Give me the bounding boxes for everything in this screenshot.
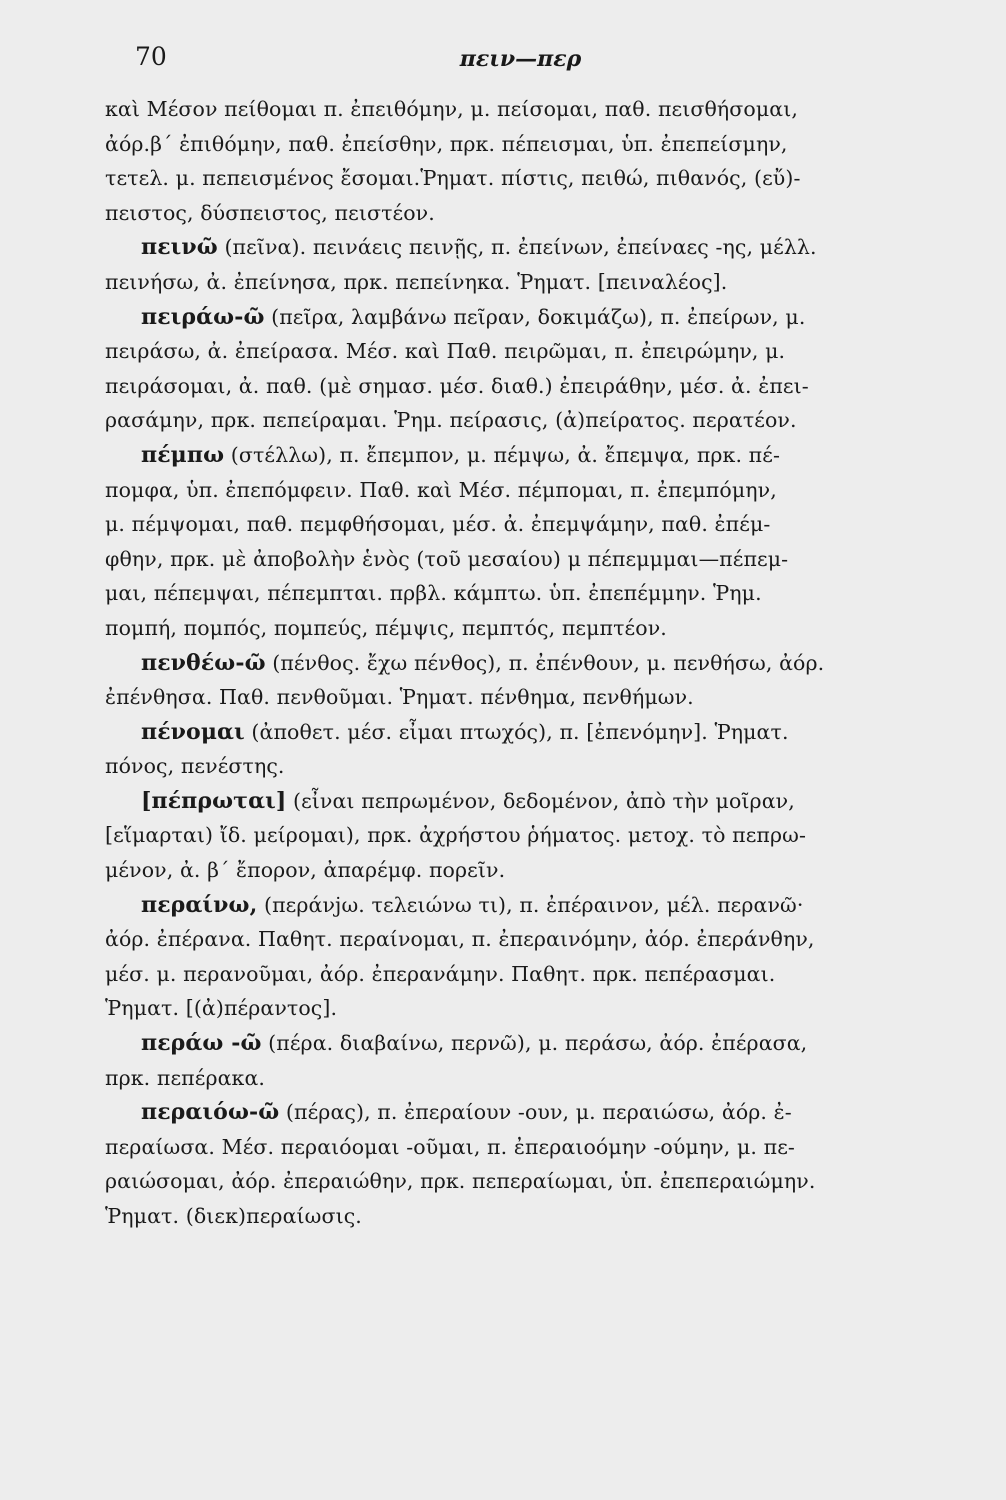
- entry-lemma: [πέπρωται]: [141, 787, 287, 814]
- entry-lemma: πεινῶ: [141, 234, 218, 261]
- dictionary-entry: [105, 438, 936, 646]
- dictionary-entry: [105, 646, 936, 715]
- entry-line: [105, 161, 936, 196]
- entry-text: πόνος, πενέστης.: [105, 754, 285, 779]
- entry-text: [εἵμαρται) ἴδ. μείρομαι), πρκ. ἀχρήστου ῥήματος. μετοχ. τὸ πεπρω-: [105, 823, 806, 848]
- entry-line: [105, 334, 936, 369]
- entry-line: [105, 1130, 936, 1165]
- entry-text: περαίωσα. Μέσ. περαιόομαι -οῦμαι, π. ἐπεραιοόμην -ούμην, μ. πε-: [105, 1134, 795, 1159]
- entry-text: φθην, πρκ. μὲ ἀποβολὴν ἑνὸς (τοῦ μεσαίου) μ πέπεμμμαι—πέπεμ-: [105, 546, 789, 571]
- entry-line: [105, 300, 936, 335]
- entry-text: (πεῖνα). πεινάεις πεινῇς, π. ἐπείνων, ἐπείναες -ης, μέλλ.: [217, 235, 817, 260]
- entry-line: [105, 92, 936, 127]
- entry-text: μαι, πέπεμψαι, πέπεμπται. πρβλ. κάμπτω. ὑπ. ἐπεπέμμην. Ῥημ.: [105, 581, 762, 606]
- entry-text: πομπή, πομπός, πομπεύς, πέμψις, πεμπτός, πεμπτέον.: [105, 615, 667, 640]
- entry-text: πειράσω, ἀ. ἐπείρασα. Μέσ. καὶ Παθ. πειρῶμαι, π. ἐπειρώμην, μ.: [105, 339, 786, 364]
- entry-line: [105, 646, 936, 681]
- entry-line: [105, 127, 936, 162]
- entry-lemma: πένομαι: [141, 718, 245, 745]
- entry-line: [105, 922, 936, 957]
- entry-text: μέσ. μ. περανοῦμαι, ἀόρ. ἐπερανάμην. Παθητ. πρκ. πεπέρασμαι.: [105, 961, 776, 986]
- entry-text: Ῥηματ. [(ἀ)πέραντος].: [105, 996, 338, 1021]
- entry-text: (ἀποθετ. μέσ. εἶμαι πτωχός), π. [ἐπενόμην]. Ῥηματ.: [244, 719, 789, 744]
- entry-text: (εἶναι πεπρωμένον, δεδομένον, ἀπὸ τὴν μοῖραν,: [286, 788, 795, 813]
- entry-lemma: περαιόω-ῶ: [141, 1099, 280, 1126]
- entry-line: [105, 1061, 936, 1096]
- entry-line: [105, 403, 936, 438]
- entry-line: [105, 473, 936, 508]
- dictionary-entry: [105, 1026, 936, 1095]
- entry-text: ρασάμην, πρκ. πεπείραμαι. Ῥημ. πείρασις, (ἀ)πείρατος. περατέον.: [105, 408, 797, 433]
- entry-line: [105, 438, 936, 473]
- entry-line: [105, 818, 936, 853]
- entry-line: [105, 888, 936, 923]
- entry-line: [105, 369, 936, 404]
- entry-line: [105, 1095, 936, 1130]
- entry-line: [105, 265, 936, 300]
- page-header: [105, 40, 936, 92]
- entry-text: (πέρα. διαβαίνω, περνῶ), μ. περάσω, ἀόρ. ἐπέρασα,: [261, 1031, 808, 1056]
- entry-line: [105, 957, 936, 992]
- entry-line: [105, 611, 936, 646]
- dictionary-entry: [105, 784, 936, 888]
- entry-text: (πεῖρα, λαμβάνω πεῖραν, δοκιμάζω), π. ἐπείρων, μ.: [264, 304, 806, 329]
- entry-text: (περάνјω. τελειώνω τι), π. ἐπέραινον, μέλ. περανῶ·: [257, 892, 804, 917]
- entry-line: [105, 196, 936, 231]
- page-number: 70: [135, 42, 167, 71]
- dictionary-entry: [105, 715, 936, 784]
- entry-text: πειράσομαι, ἀ. παθ. (μὲ σημασ. μέσ. διαθ.) ἐπειράθην, μέσ. ἀ. ἐπει-: [105, 373, 809, 398]
- entry-line: [105, 230, 936, 265]
- entry-text: πρκ. πεπέρακα.: [105, 1065, 266, 1090]
- entry-line: [105, 542, 936, 577]
- entry-line: [105, 680, 936, 715]
- entry-line: [105, 1164, 936, 1199]
- entry-line: [105, 1026, 936, 1061]
- dictionary-entry: [105, 888, 936, 1026]
- entry-lemma: πειράω-ῶ: [141, 303, 265, 330]
- entry-text: (πέρας), π. ἐπεραίουν -ουν, μ. περαιώσω, ἀόρ. ἐ-: [279, 1100, 792, 1125]
- entry-text: πεινήσω, ἀ. ἐπείνησα, πρκ. πεπείνηκα. Ῥηματ. [πειναλέος].: [105, 269, 728, 294]
- entry-text: (πένθος. ἔχω πένθος), π. ἐπένθουν, μ. πενθήσω, ἀόρ.: [265, 650, 825, 675]
- entry-text: ἐπένθησα. Παθ. πενθοῦμαι. Ῥηματ. πένθημα, πενθήμων.: [105, 685, 694, 710]
- entry-lemma: πέμπω: [141, 441, 225, 468]
- entry-text: ραιώσομαι, ἀόρ. ἐπεραιώθην, πρκ. πεπεραίωμαι, ὑπ. ἐπεπεραιώμην.: [105, 1169, 816, 1194]
- dictionary-entry: [105, 300, 936, 438]
- dictionary-entries: [105, 92, 936, 1234]
- running-head: πειν—περ: [459, 46, 582, 72]
- entry-lemma: περαίνω,: [141, 891, 258, 918]
- entry-text: πομφα, ὑπ. ἐπεπόμφειν. Παθ. καὶ Μέσ. πέμπομαι, π. ἐπεμπόμην,: [105, 477, 777, 502]
- entry-line: [105, 576, 936, 611]
- entry-line: [105, 784, 936, 819]
- entry-lemma: πενθέω-ῶ: [141, 649, 266, 676]
- entry-text: μ. πέμψομαι, παθ. πεμφθήσομαι, μέσ. ἀ. ἐπεμψάμην, παθ. ἐπέμ-: [105, 512, 771, 537]
- entry-line: [105, 749, 936, 784]
- entry-text: Ῥηματ. (διεκ)περαίωσις.: [105, 1204, 362, 1228]
- entry-line: [105, 507, 936, 542]
- entry-text: (στέλλω), π. ἔπεμπον, μ. πέμψω, ἀ. ἔπεμψα, πρκ. πέ-: [224, 442, 781, 467]
- entry-lemma: περάω -ῶ: [141, 1030, 262, 1057]
- dictionary-entry: [105, 92, 936, 230]
- entry-text: ἀόρ. ἐπέρανα. Παθητ. περαίνομαι, π. ἐπεραινόμην, ἀόρ. ἐπεράνθην,: [105, 927, 815, 952]
- dictionary-entry: [105, 230, 936, 299]
- entry-text: ἀόρ.β΄ ἐπιθόμην, παθ. ἐπείσθην, πρκ. πέπεισμαι, ὑπ. ἐπεπείσμην,: [105, 131, 788, 156]
- dictionary-entry: [105, 1095, 936, 1233]
- entry-text: μένον, ἀ. β΄ ἔπορον, ἀπαρέμφ. πορεῖν.: [105, 858, 506, 883]
- entry-text: καὶ Μέσον πείθομαι π. ἐπειθόμην, μ. πείσομαι, παθ. πεισθήσομαι,: [105, 97, 798, 121]
- entry-text: πειστος, δύσπειστος, πειστέον.: [105, 200, 435, 225]
- entry-line: [105, 715, 936, 750]
- entry-line: [105, 991, 936, 1026]
- entry-line: [105, 853, 936, 888]
- entry-text: τετελ. μ. πεπεισμένος ἔσομαι.Ῥηματ. πίστις, πειθώ, πιθανός, (εὔ)-: [105, 166, 801, 191]
- entry-line: [105, 1199, 936, 1234]
